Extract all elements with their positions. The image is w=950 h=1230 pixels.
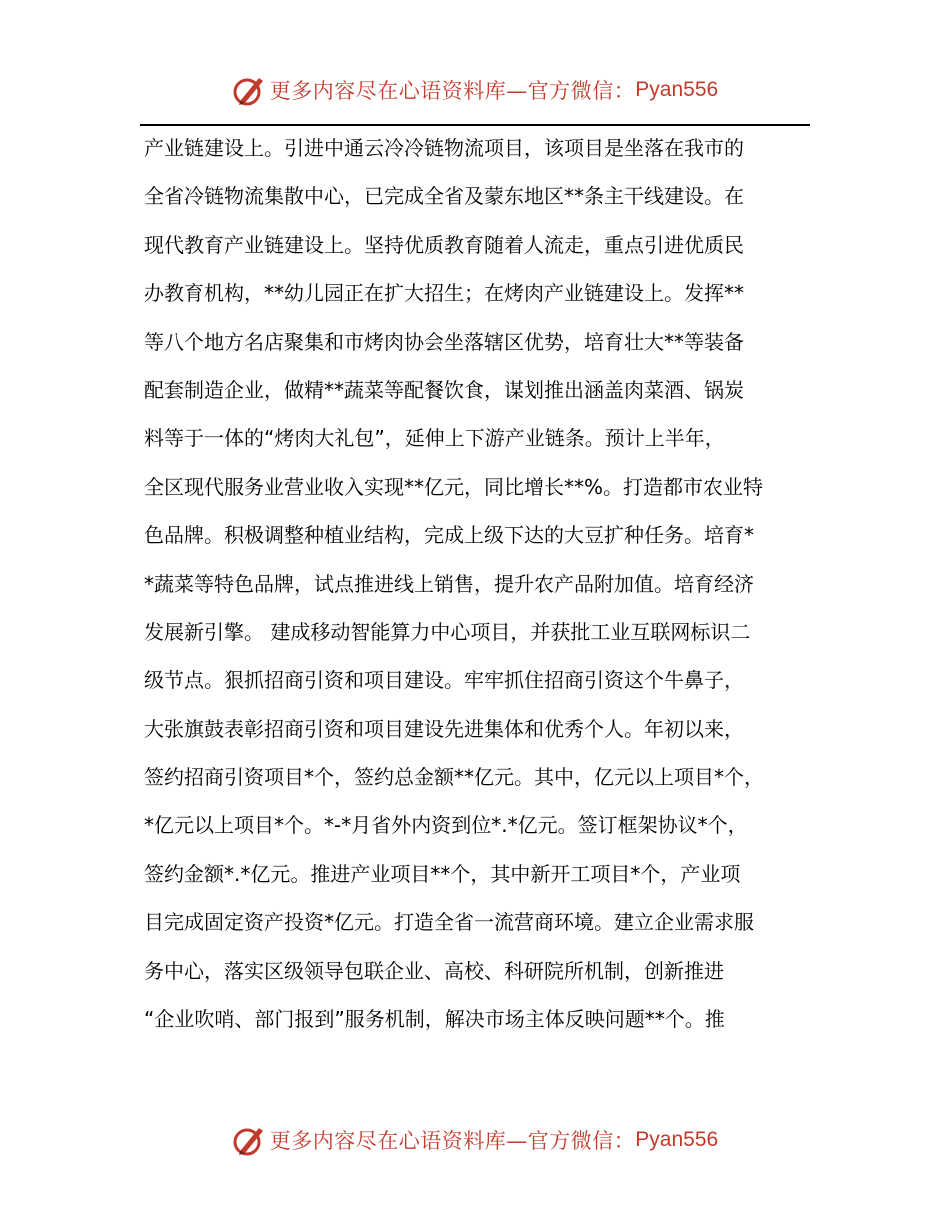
text-line: 全省冷链物流集散中心，已完成全省及蒙东地区**条主干线建设。在 [144, 184, 744, 209]
header-banner [0, 70, 950, 110]
text-line: “企业吹哨、部门报到”服务机制，解决市场主体反映问题**个。推 [144, 1007, 725, 1032]
document-body [144, 124, 814, 1043]
text-line: 等八个地方名店聚集和市烤肉协会坐落辖区优势，培育壮大**等装备 [144, 329, 744, 354]
text-line: 签约金额*.*亿元。推进产业项目**个，其中新开工项目*个，产业项 [144, 861, 741, 886]
header-wechat-id: Pyan556 [635, 78, 719, 101]
text-line: 全区现代服务业营业收入实现**亿元，同比增长**%。打造都市农业特 [144, 474, 764, 499]
text-line: 配套制造企业，做精**蔬菜等配餐饮食，谋划推出涵盖肉菜酒、锅炭 [144, 377, 744, 402]
header-banner-text: 更多内容尽在心语资料库—官方微信： [269, 79, 636, 103]
text-line: *亿元以上项目*个。*-*月省外内资到位*.*亿元。签订框架协议*个， [144, 813, 748, 838]
text-line: 大张旗鼓表彰招商引资和项目建设先进集体和优秀个人。年初以来， [144, 716, 744, 741]
text-line: 现代教育产业链建设上。坚持优质教育随着人流走，重点引进优质民 [144, 232, 744, 257]
footer-banner-text: 更多内容尽在心语资料库—官方微信： [269, 1129, 636, 1153]
text-line: 色品牌。积极调整种植业结构，完成上级下达的大豆扩种任务。培育* [144, 523, 754, 548]
pen-logo-icon [232, 1123, 266, 1157]
text-line: 办教育机构，**幼儿园正在扩大招生；在烤肉产业链建设上。发挥** [144, 281, 744, 306]
text-line: 目完成固定资产投资*亿元。打造全省一流营商环境。建立企业需求服 [144, 910, 754, 935]
text-line: 务中心，落实区级领导包联企业、高校、科研院所机制，创新推进 [144, 958, 724, 983]
footer-wechat-id: Pyan556 [635, 1128, 719, 1151]
text-line: 发展新引擎。 建成移动智能算力中心项目，并获批工业互联网标识二 [144, 619, 751, 644]
text-line: 签约招商引资项目*个，签约总金额**亿元。其中，亿元以上项目*个， [144, 765, 764, 790]
text-line: *蔬菜等特色品牌，试点推进线上销售，提升农产品附加值。培育经济 [144, 571, 754, 596]
footer-banner [0, 1120, 950, 1160]
pen-logo-icon [232, 73, 266, 107]
text-line: 料等于一体的“烤肉大礼包”，延伸上下游产业链条。预计上半年， [144, 426, 725, 451]
text-line: 产业链建设上。引进中通云冷冷链物流项目，该项目是坐落在我市的 [144, 136, 744, 160]
text-line: 级节点。狠抓招商引资和项目建设。牢牢抓住招商引资这个牛鼻子， [144, 668, 744, 693]
